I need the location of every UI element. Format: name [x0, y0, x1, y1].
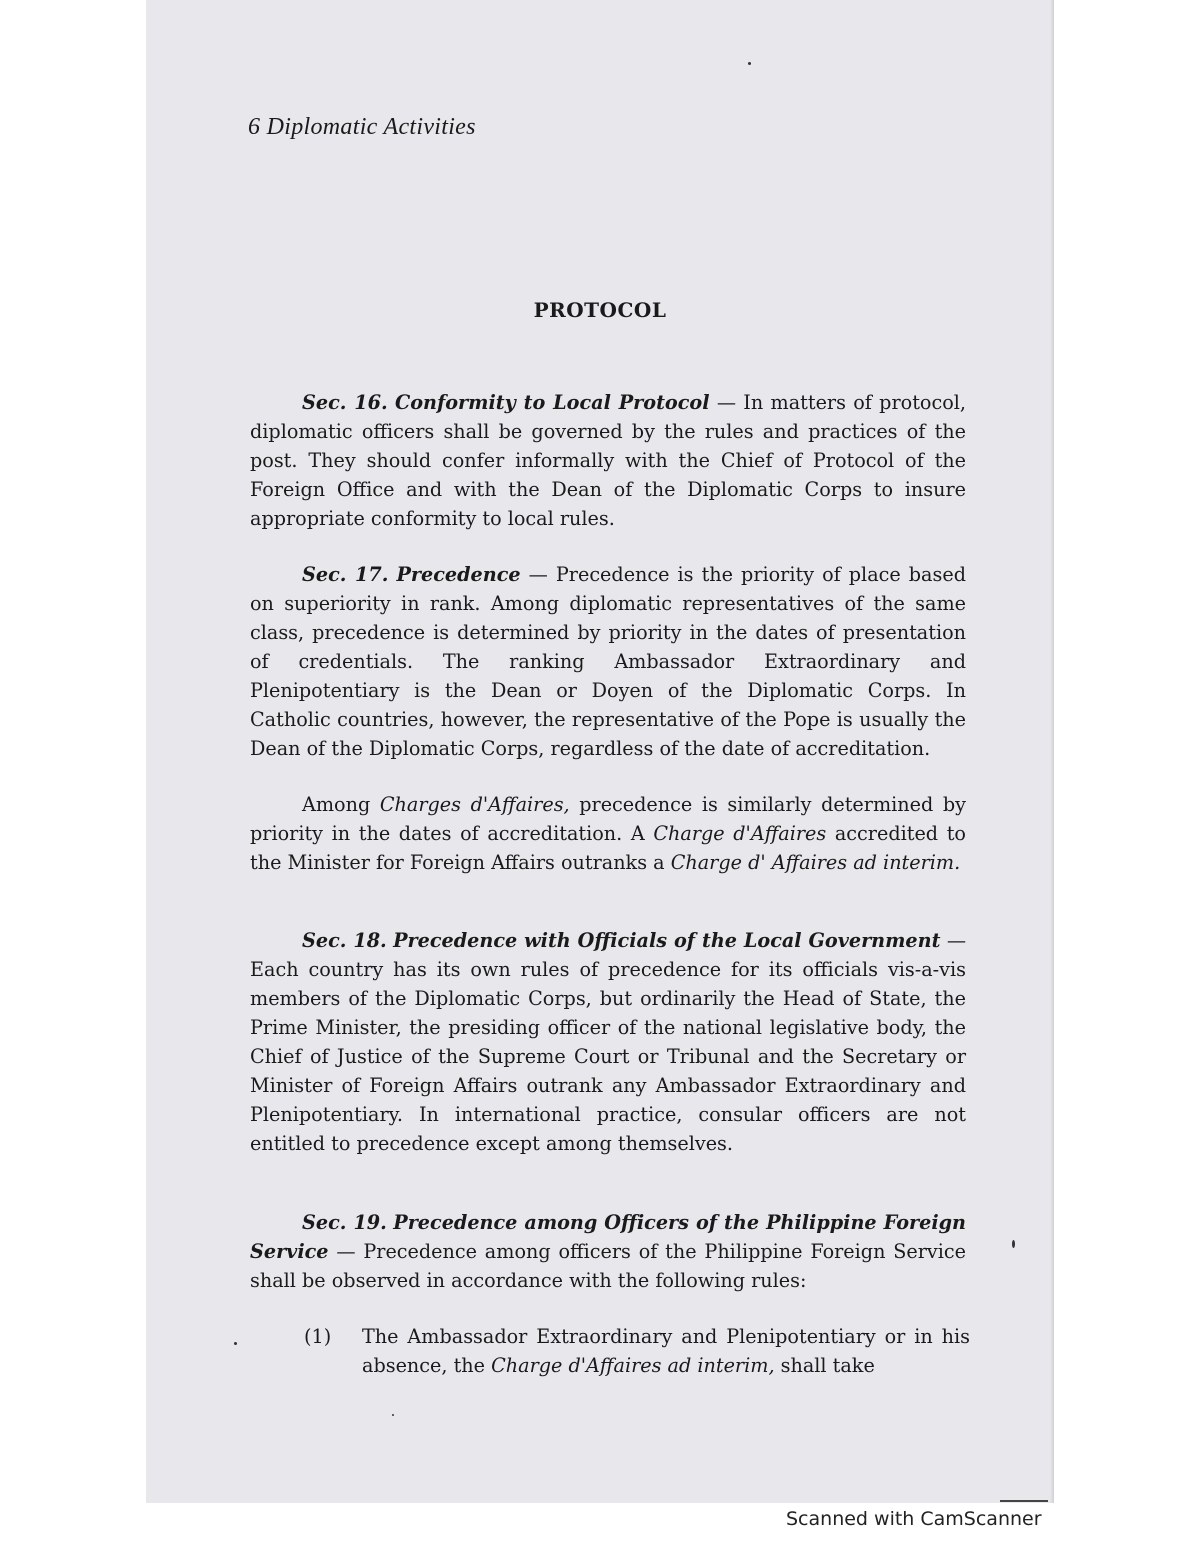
section-dash: — [716, 391, 736, 414]
list-item [304, 1322, 970, 1380]
section-16 [250, 388, 966, 533]
italic-term: Charge d' Affaires ad interim. [670, 851, 961, 874]
section-title: Conformity to Local Protocol [394, 391, 710, 414]
section-dash: — [336, 1240, 356, 1263]
scanned-page [146, 0, 1054, 1503]
section-text: Precedence is the priority of place based on superiority in rank. Among diplomatic representatives of the same class, precedence is determined by priority in the dates of presentation of credentials. The ranking Ambassador Extraordinary and Plenipotentiary is the Dean or Doyen of the Diplomatic Corps. In Catholic countries, however, the representative of the Pope is usually the Dean of the Diplomatic Corps, regardless of the date of accreditation. [250, 563, 966, 760]
paragraph-text: Among [302, 793, 380, 816]
section-19 [250, 1208, 966, 1295]
running-head-title: Diplomatic Activities [266, 114, 476, 140]
scan-speck [1012, 1240, 1015, 1248]
section-text: Each country has its own rules of precedence for its officials vis-a-vis members of the Diplomatic Corps, but ordinarily the Head of State, the Prime Minister, the presiding officer of the national legislative body, the Chief of Justice of the Supreme Court or Tribunal and the Secretary or Minister of Foreign Affairs outrank any Ambassador Extraordinary and Plenipotentiary. In international practice, consular officers are not entitled to precedence except among themselves. [250, 958, 966, 1155]
scan-speck [748, 62, 751, 65]
section-dash: — [946, 929, 966, 952]
section-18 [250, 926, 966, 1158]
section-number: Sec. 16. [302, 391, 388, 414]
scanner-watermark: Scanned with CamScanner [786, 1508, 1042, 1530]
section-title: Precedence [396, 563, 521, 586]
italic-term: Charge d'Affaires [653, 822, 827, 845]
scan-speck [392, 1414, 394, 1416]
section-number: Sec. 17. [302, 563, 389, 586]
footer-rule [1000, 1500, 1048, 1502]
paragraph-text: accredited to the Minister for Foreign Affairs outranks a [250, 822, 966, 874]
section-text: Precedence among officers of the Philippine Foreign Service shall be observed in accordance with the following rules: [250, 1240, 966, 1292]
charges-paragraph [250, 790, 966, 877]
page-number: 6 [248, 114, 261, 140]
page-edge-shadow [1050, 0, 1054, 1503]
section-text: In matters of protocol, diplomatic officers shall be governed by the rules and practices of the post. They should confer informally with the Chief of Protocol of the Foreign Office and with the Dean of the Diplomatic Corps to insure appropriate conformity to local rules. [250, 391, 966, 530]
section-number: Sec. 19. [302, 1211, 387, 1234]
section-dash: — [528, 563, 548, 586]
section-number: Sec. 18. [302, 929, 387, 952]
section-title: Precedence among Officers of the Philippine Foreign Service [250, 1211, 966, 1263]
italic-term: Charges d'Affaires, [379, 793, 570, 816]
list-item-text: shall take [774, 1354, 875, 1377]
italic-term: Charge d'Affaires ad interim, [491, 1354, 775, 1377]
list-item-text: The Ambassador Extraordinary and Plenipotentiary or in his absence, the [362, 1325, 970, 1377]
scan-speck [234, 1342, 237, 1345]
section-17 [250, 560, 966, 763]
list-item-number: (1) [304, 1325, 332, 1348]
running-head [248, 114, 476, 141]
section-title: Precedence with Officials of the Local Government [393, 929, 941, 952]
section-heading: PROTOCOL [533, 298, 667, 322]
paragraph-text: precedence is similarly determined by priority in the dates of accreditation. A [250, 793, 966, 845]
